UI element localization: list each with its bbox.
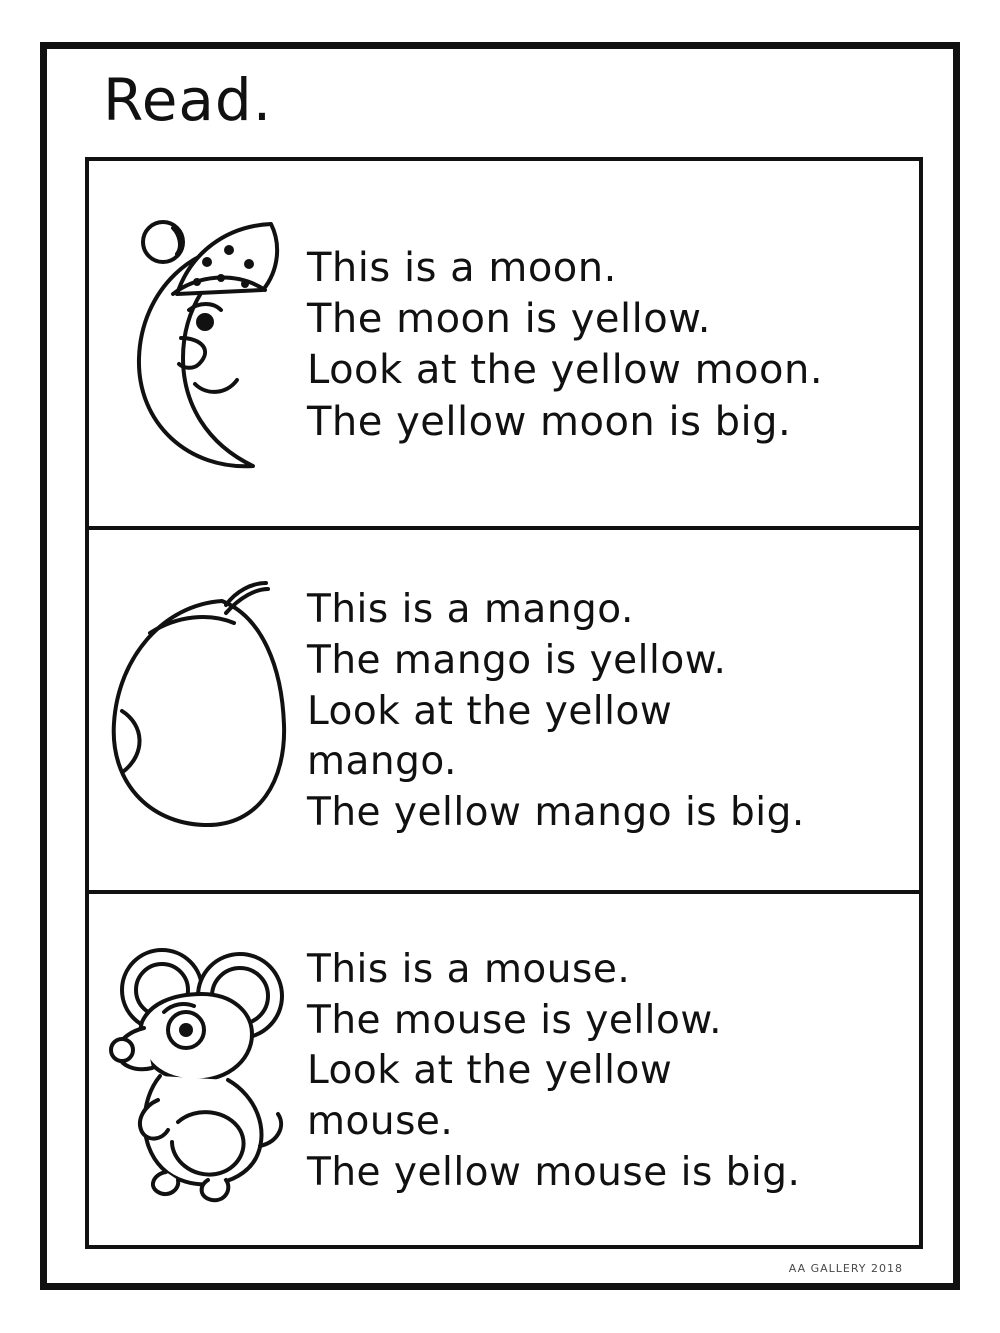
sentence-line: The mouse is yellow. xyxy=(307,997,723,1043)
moon-text-cell xyxy=(307,161,919,526)
sentence-line: mouse. xyxy=(307,1098,454,1144)
page-title: Read. xyxy=(103,66,273,134)
sentence-line: The yellow mango is big. xyxy=(307,790,805,835)
mango-picture-cell xyxy=(89,530,307,891)
sentence-line: The mango is yellow. xyxy=(307,637,727,683)
moon-with-nightcap-icon xyxy=(103,198,293,488)
sentence-line: This is a mouse. xyxy=(307,946,631,992)
sentence-line: mango. xyxy=(307,739,457,785)
sentence-line: Look at the yellow moon. xyxy=(307,347,824,394)
sentence-line: This is a mango. xyxy=(307,587,634,633)
mango-icon xyxy=(100,575,296,845)
sentence-line: This is a moon. xyxy=(307,244,617,291)
sentence-line: Look at the yellow xyxy=(307,688,673,734)
sentence-line: Look at the yellow xyxy=(307,1048,673,1094)
mouse-text-cell xyxy=(307,894,919,1245)
credit-watermark: AA GALLERY 2018 xyxy=(788,1262,903,1275)
sentence-line: The yellow moon is big. xyxy=(307,398,792,445)
table-row xyxy=(89,894,919,1275)
table-row xyxy=(89,161,919,530)
sentence-line: The yellow mouse is big. xyxy=(307,1149,801,1195)
worksheet-page xyxy=(40,42,960,1290)
moon-picture-cell xyxy=(89,161,307,526)
mouse-picture-cell xyxy=(89,894,307,1245)
sentence-line: The moon is yellow. xyxy=(307,296,711,343)
reading-table xyxy=(85,157,923,1275)
mouse-icon xyxy=(100,930,296,1210)
mango-text-cell xyxy=(307,530,919,891)
table-row xyxy=(89,530,919,895)
